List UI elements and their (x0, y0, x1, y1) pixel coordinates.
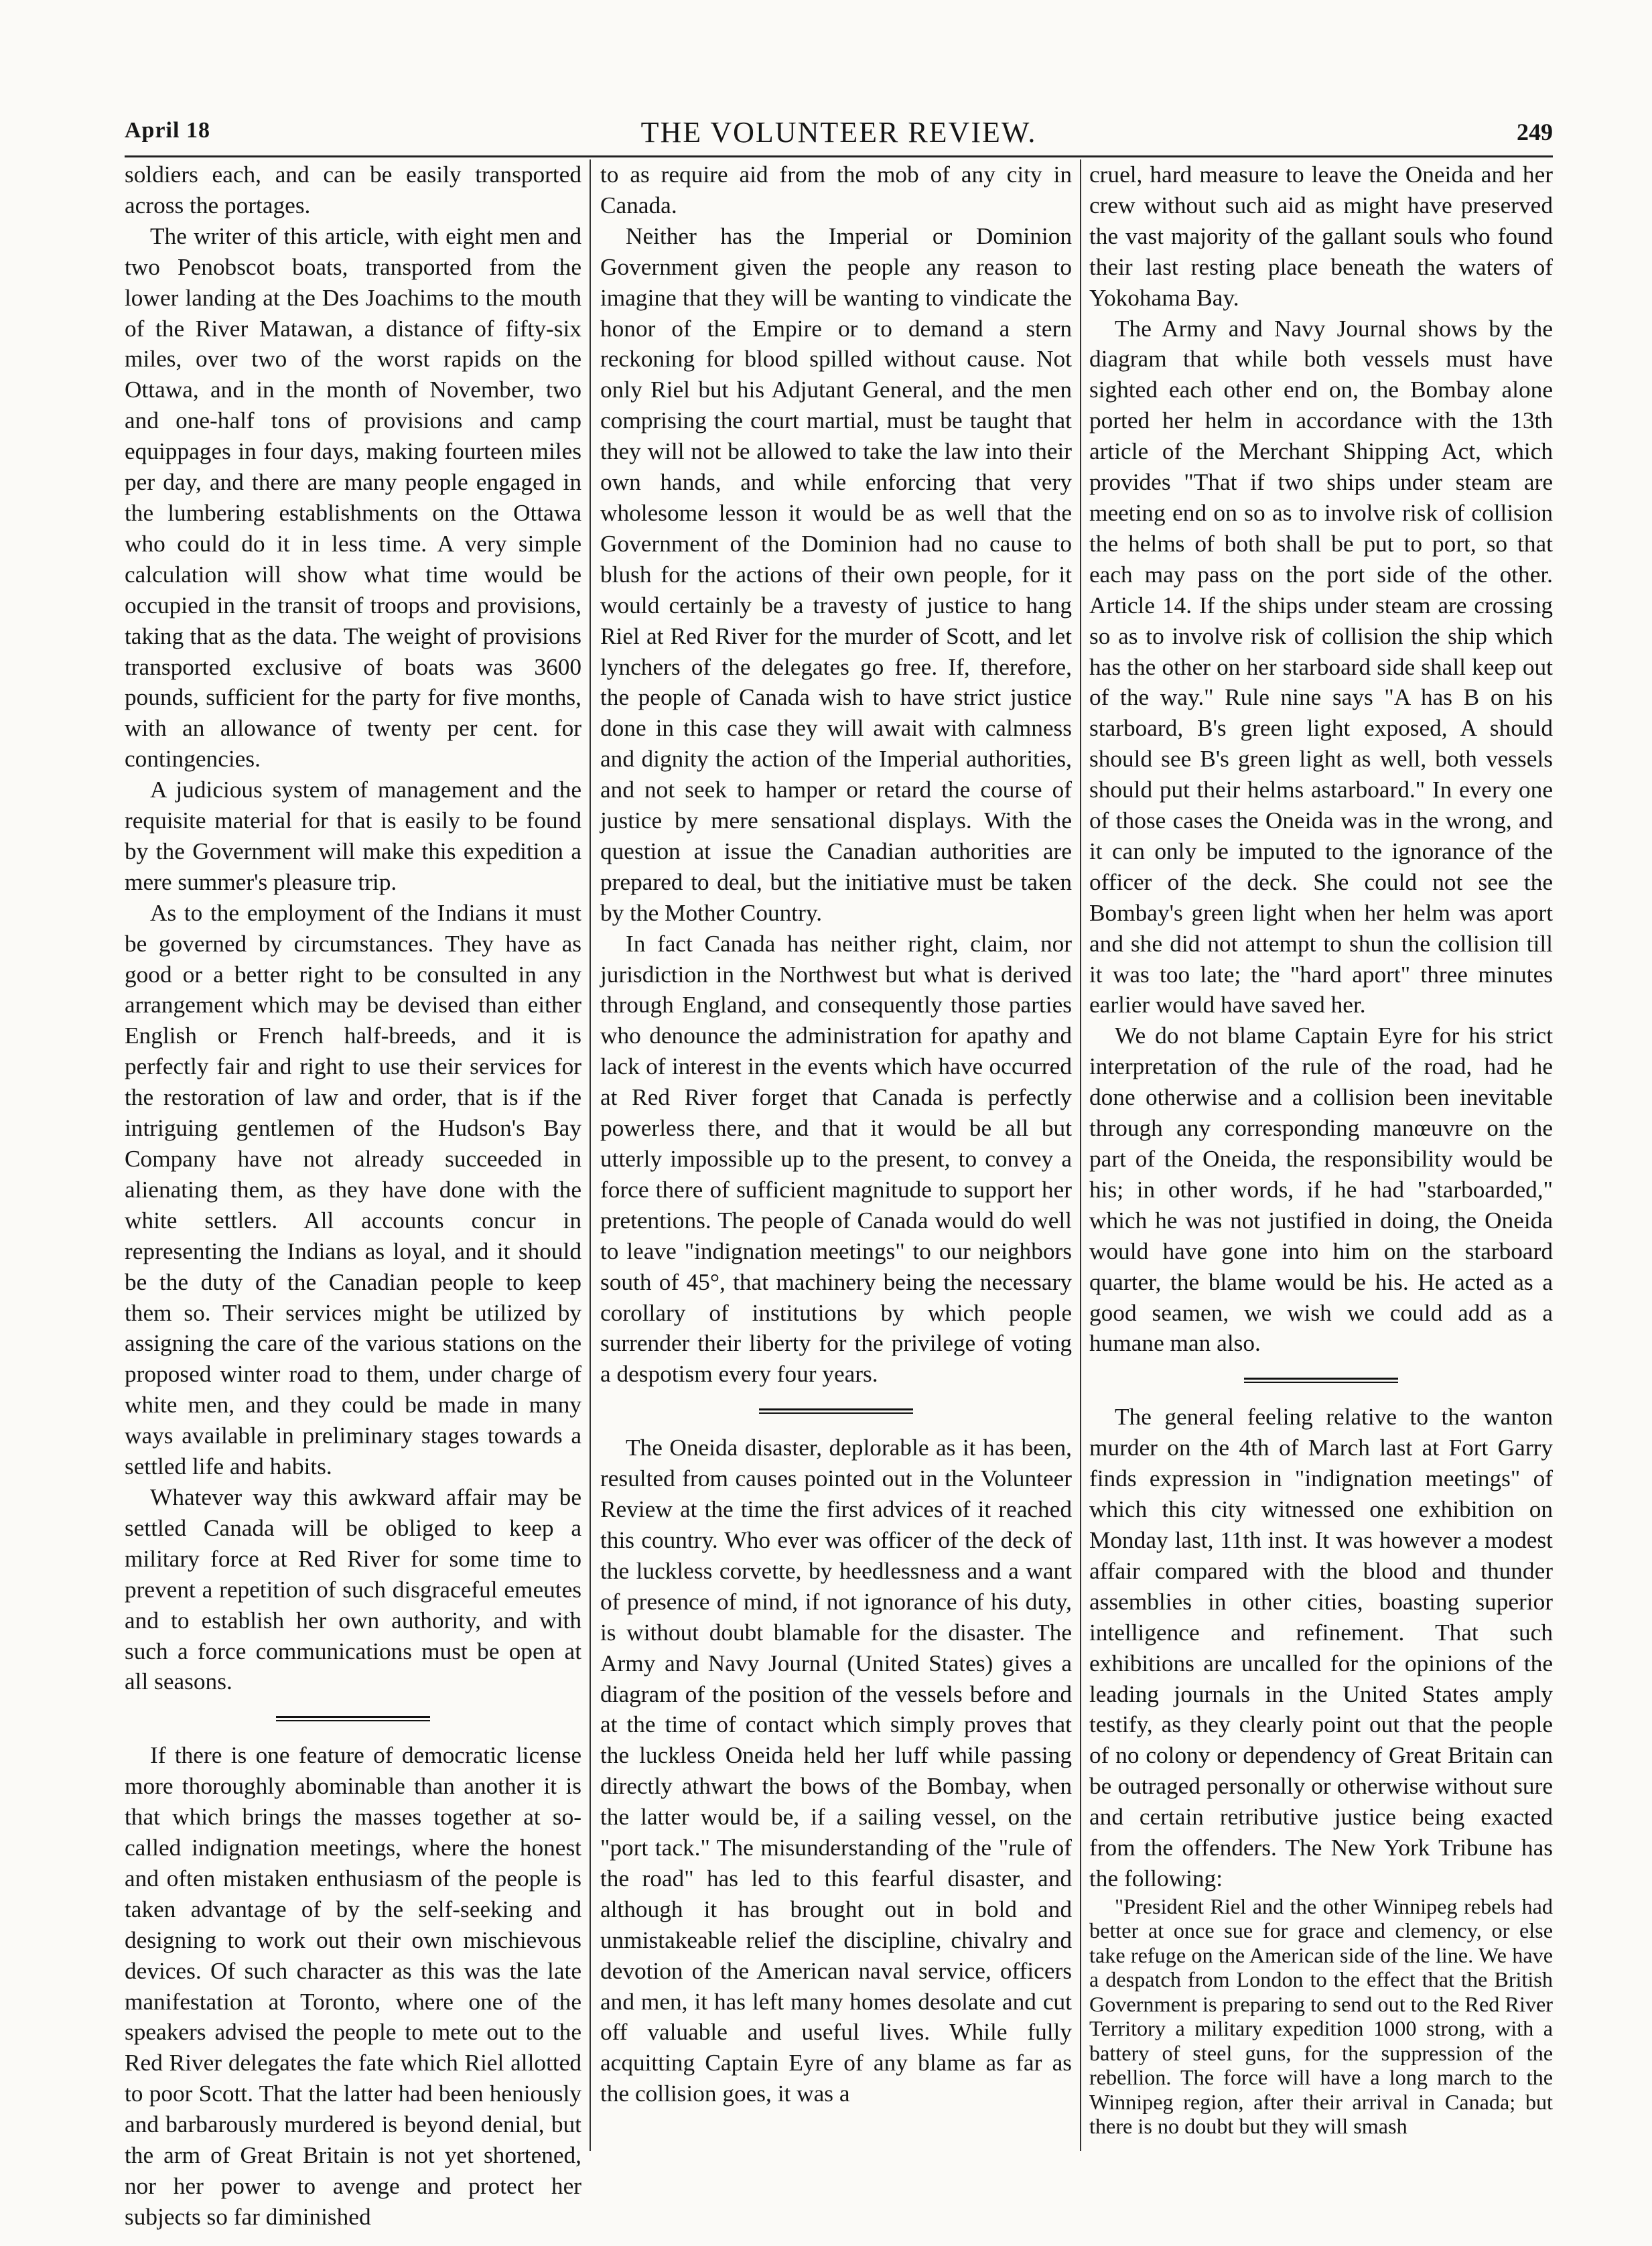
column-3 (1089, 159, 1553, 2151)
article-separator (600, 1390, 1072, 1433)
paragraph: The Oneida disaster, deplorable as it has been, resulted from causes pointed out in the Volunteer Review at the time the first advices of it reached this country. Who ever was officer of the deck of the luckless corvette, by heedlessness and a want of presence of mind, if not ignorance of his duty, is without doubt blamable for the disaster. The Army and Navy Journal (United States) gives a diagram of the position of the vessels before and at the time of contact which simply proves that the luckless Oneida held her luff while passing directly athwart the bows of the Bombay, when the latter would be, if a sailing vessel, on the "port tack." The misunderstanding of the "rule of the road" has led to this fearful disaster, and although it has brought out in bold and unmistakeable relief the discipline, chivalry and devotion of the American naval service, officers and men, it has left many homes desolate and cut off valuable and useful lives. While fully acquitting Captain Eyre of any blame as far as the collision goes, it was a (600, 1435, 1072, 2107)
column-rule (590, 159, 591, 2151)
paragraph: The writer of this article, with eight men and two Penobscot boats, transported from the lower landing at the Des Joachims to the mouth of the River Matawan, a distance of fifty-six miles, over two of the worst rapids on the Ottawa, and in the month of November, two and one-half tons of provisions and camp equippages in four days, making fourteen miles per day, and there are many people engaged in the lumbering establishments on the Ottawa who could do it in less time. A very simple calculation will show what time would be occupied in the transit of troops and provisions, taking that as the data. The weight of provisions transported exclusive of boats was 3600 pounds, sufficient for the party for five months, with an allowance of twenty per cent. for contingencies. (125, 222, 581, 773)
paragraph: A judicious system of management and the requisite material for that is easily to be found by the Government will make this expedition a mere summer's pleasure trip. (125, 777, 581, 895)
paragraph: Whatever way this awkward affair may be settled Canada will be obliged to keep a military force at Red River for some time to prevent a repetition of such disgraceful emeutes and to establish her own authority, and with such a force communications must be open at all seasons. (125, 1483, 581, 1695)
paragraph: to as require aid from the mob of any city in Canada. (600, 161, 1072, 218)
paragraph: As to the employment of the Indians it must be governed by circumstances. They have as good or a better right to be consulted in any arrangement which may be devised than either English or French half-breeds, and it is perfectly fair and right to use their services for the restoration of law and order, that is if the intriguing gentlemen of the Hudson's Bay Company have not already succeeded in alienating them, as they have done with the white settlers. All accounts concur in representing the Indians as loyal, and it should be the duty of the Canadian people to keep them so. Their services might be utilized by assigning the care of the various stations on the proposed winter road to them, under charge of white men, and they could be made in many ways available in preliminary stages towards a settled life and habits. (125, 899, 581, 1480)
page-header (125, 115, 1553, 153)
article-separator (125, 1697, 581, 1740)
paragraph: We do not blame Captain Eyre for his strict interpretation of the rule of the road, had he done otherwise and a collision been inevitable through any corresponding manœuvre on the part of the Oneida, the responsibility would be his; in other words, if he had "starboarded," which he was not justified in doing, the Oneida would have gone into him on the starboard quarter, the blame would be his. He acted as a good seamen, we wish we could add as a humane man also. (1089, 1022, 1553, 1357)
paragraph: If there is one feature of democratic license more thoroughly abominable than another it is that which brings the masses together at so-called indignation meetings, where the honest and often mistaken enthusiasm of the people is taken advantage of by the self-seeking and designing to work out their own mischievous devices. Of such character as this was the late manifestation at Toronto, where one of the speakers advised the people to mete out to the Red River delegates the fate which Riel allotted to poor Scott. That the latter had been heniously and barbarously murdered is beyond denial, but the arm of Great Britain is not yet shortened, nor her power to avenge and protect her subjects so far diminished (125, 1742, 581, 2230)
paragraph: In fact Canada has neither right, claim, nor jurisdiction in the Northwest but what is derived through England, and consequently those parties who denounce the administration for apathy and lack of interest in the events which have occurred at Red River forget that Canada is perfectly powerless there, and that it would be all but utterly impossible up to the present, to convey a force there of sufficient magnitude to support her pretentions. The people of Canada would do well to leave "indignation meetings" to our neighbors south of 45°, that machinery being the necessary corollary of institutions by which people surrender their liberty for the privilege of voting a despotism every four years. (600, 930, 1072, 1388)
page-number: 249 (1517, 119, 1553, 145)
column-rule (1080, 159, 1081, 2151)
paragraph: The Army and Navy Journal shows by the diagram that while both vessels must have sighted each other end on, the Bombay alone ported her helm in accordance with the 13th article of the Merchant Shipping Act, which provides "That if two ships under steam are meeting end on so as to involve risk of collision the helms of both shall be put to port, so that each may pass on the port side of the other. Article 14. If the ships under steam are crossing so as to involve risk of collision the ship which has the other on her starboard side shall keep out of the way." Rule nine says "A has B on his starboard, B's green light exposed, A should should see B's green light as well, both vessels should put their helms astarboard." In every one of those cases the Oneida was in the wrong, and it can only be imputed to the ignorance of the officer of the deck. She could not see the Bombay's green light when her helm was aport and she did not attempt to shun the collision till it was too late; the "hard aport" three minutes earlier would have saved her. (1089, 315, 1553, 1018)
paragraph: cruel, hard measure to leave the Oneida and her crew without such aid as might have preserved the vast majority of the gallant souls who found their last resting place beneath the waters of Yokohama Bay. (1089, 161, 1553, 311)
paragraph: Neither has the Imperial or Dominion Government given the people any reason to imagine that they will be wanting to vindicate the honor of the Empire or to demand a stern reckoning for blood spilled without cause. Not only Riel but his Adjutant General, and the men comprising the court martial, must be taught that they will not be allowed to take the law into their own hands, and while enforcing that very wholesome lesson it would be as well that the Government of the Dominion had no cause to blush for the actions of their own people, for it would certainly be a travesty of justice to hang Riel at Red River for the murder of Scott, and let lynchers of the delegates go free. If, therefore, the people of Canada wish to have strict justice done in this case they will await with calmness and dignity the action of the Imperial authorities, and not seek to hamper or retard the course of justice by mere sensational displays. With the question at issue the Canadian authorities are prepared to deal, but the initiative must be taken by the Mother Country. (600, 222, 1072, 926)
quoted-paragraph: "President Riel and the other Winnipeg rebels had better at once sue for grace and clemency, or else take refuge on the American side of the line. We have a despatch from London to the effect that the British Government is preparing to send out to the Red River Territory a military expedition 1000 strong, with a battery of steel guns, for the suppression of the rebellion. The force will have a long march to the Winnipeg region, after their arrival in Canada; but there is no doubt but they will smash (1089, 1894, 1553, 2139)
header-rule (125, 155, 1553, 157)
article-separator (1089, 1359, 1553, 1402)
publication-title: THE VOLUNTEER REVIEW. (640, 116, 1037, 149)
column-1 (125, 159, 581, 2230)
paragraph: The general feeling relative to the wanton murder on the 4th of March last at Fort Garry finds expression in "indignation meetings" of which this city witnessed one exhibition on Monday last, 11th inst. It was however a modest affair compared with the blood and thunder assemblies in other cities, boasting superior intelligence and refinement. That such exhibitions are uncalled for the opinions of the leading journals in the United States amply testify, as they clearly point out that the people of no colony or dependency of Great Britain can be outraged personally or otherwise without sure and certain retributive justice being exacted from the offenders. The New York Tribune has the following: (1089, 1404, 1553, 1892)
issue-date: April 18 (125, 118, 210, 143)
column-2 (600, 159, 1072, 2151)
paragraph: soldiers each, and can be easily transported across the portages. (125, 161, 581, 218)
